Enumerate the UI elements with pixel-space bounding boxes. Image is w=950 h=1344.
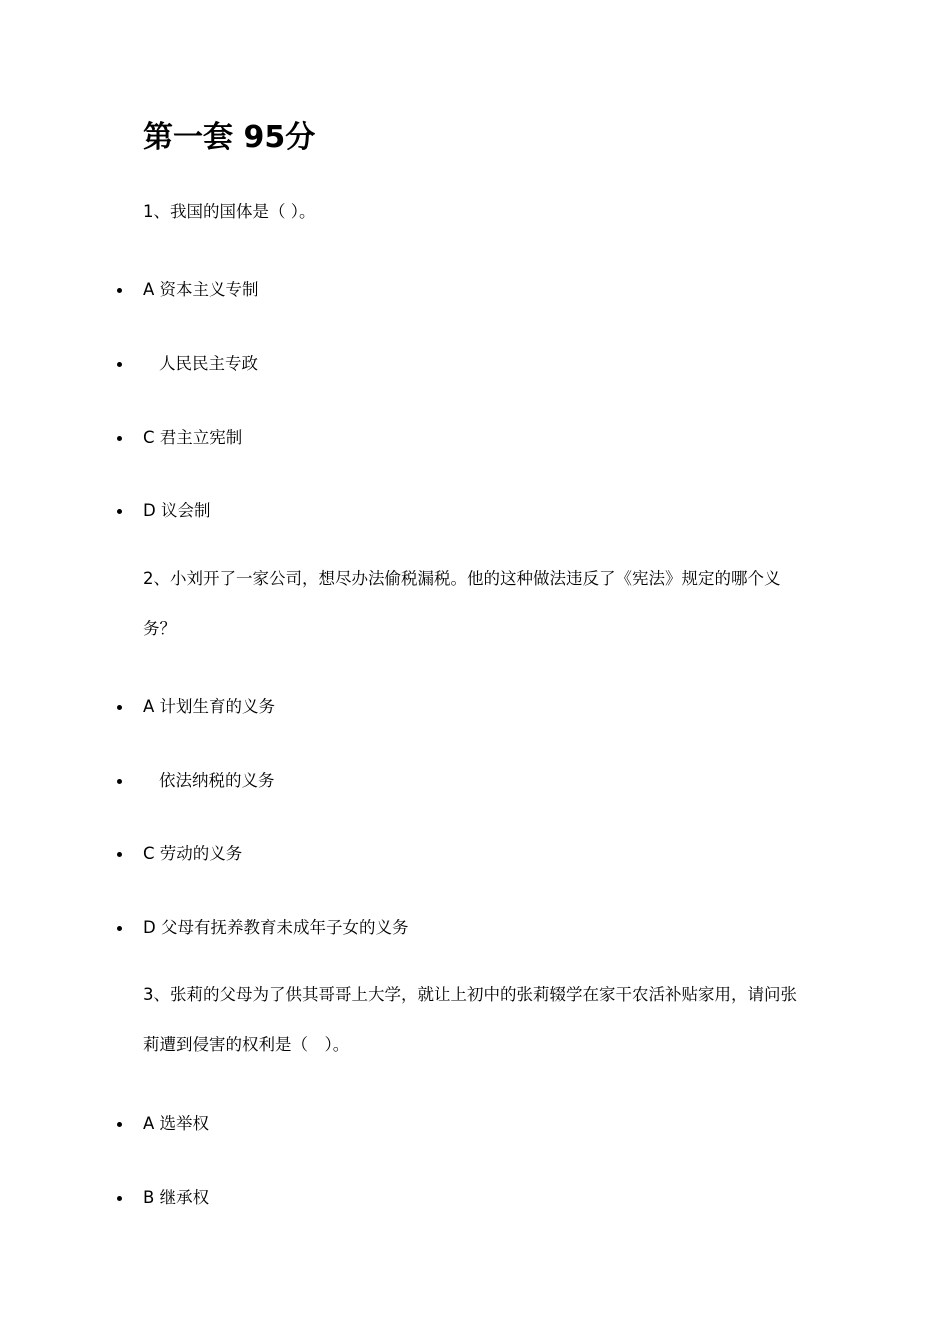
option-label: C 君主立宪制 <box>143 428 243 447</box>
option-label: A 资本主义专制 <box>143 280 259 299</box>
bullet-icon <box>117 926 122 931</box>
document-title: 第一套 95分 <box>143 120 316 155</box>
option-label: A 选举权 <box>143 1114 210 1133</box>
option-label: A 计划生育的义务 <box>143 697 276 716</box>
bullet-icon <box>117 509 122 514</box>
bullet-icon <box>117 288 122 293</box>
option-label: B 继承权 <box>143 1188 210 1207</box>
option-label: D 父母有抚养教育未成年子女的义务 <box>143 918 409 937</box>
question-1-text: 1、我国的国体是（ ）。 <box>143 202 316 221</box>
option-label: 人民民主专政 <box>159 354 258 373</box>
option-label: C 劳动的义务 <box>143 844 243 863</box>
bullet-icon <box>117 852 122 857</box>
bullet-icon <box>117 779 122 784</box>
option-label: 依法纳税的义务 <box>159 771 275 790</box>
bullet-icon <box>117 436 122 441</box>
bullet-icon <box>117 362 122 367</box>
question-3-text: 3、张莉的父母为了供其哥哥上大学，就让上初中的张莉辍学在家干农活补贴家用，请问张莉遭到侵害的权利是（ ）。 <box>143 985 797 1054</box>
bullet-icon <box>117 1196 122 1201</box>
bullet-icon <box>117 1122 122 1127</box>
option-label: D 议会制 <box>143 501 211 520</box>
question-2-text: 2、小刘开了一家公司，想尽办法偷税漏税。他的这种做法违反了《宪法》规定的哪个义务？ <box>143 569 781 638</box>
bullet-icon <box>117 705 122 710</box>
